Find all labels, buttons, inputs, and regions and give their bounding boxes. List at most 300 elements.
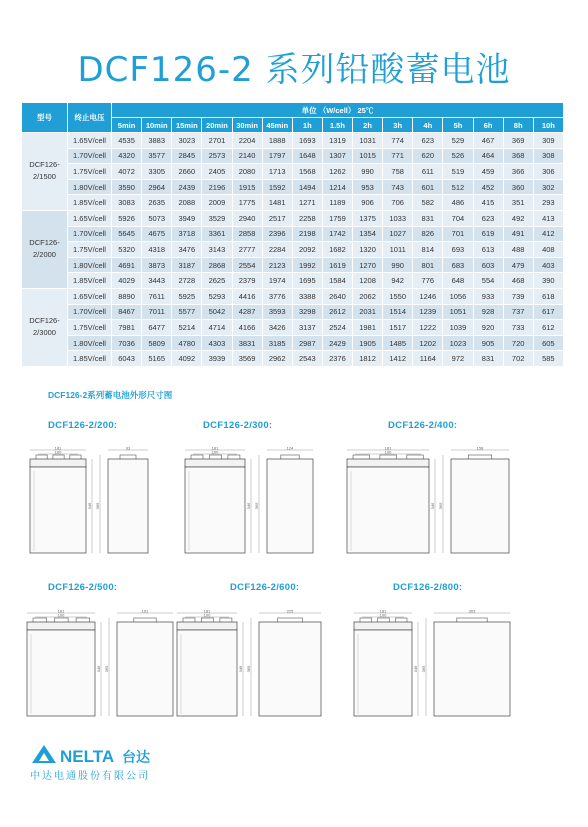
value-cell: 366 [503, 164, 533, 180]
dimension-label: 181 [211, 447, 219, 451]
value-cell: 2196 [202, 179, 232, 195]
voltage-cell: 1.70V/cell [68, 226, 112, 242]
dimension-label: 303 [468, 610, 476, 614]
value-cell: 3388 [292, 288, 322, 304]
value-cell: 3185 [262, 335, 292, 351]
value-cell: 5320 [112, 242, 142, 258]
value-cell: 3590 [112, 179, 142, 195]
value-cell: 920 [473, 320, 503, 336]
time-column-header: 45min [262, 118, 292, 133]
value-cell: 2625 [202, 273, 232, 289]
dimension-label: 181 [379, 610, 387, 614]
dimension-label: 346 [87, 502, 92, 510]
table-row [22, 148, 564, 164]
value-cell: 2140 [232, 148, 262, 164]
value-cell: 702 [503, 351, 533, 367]
value-cell: 3361 [202, 226, 232, 242]
value-cell: 529 [443, 133, 473, 149]
value-cell: 293 [533, 195, 563, 211]
value-cell: 360 [503, 179, 533, 195]
voltage-cell: 1.65V/cell [68, 210, 112, 226]
value-cell: 814 [413, 242, 443, 258]
value-cell: 351 [503, 195, 533, 211]
value-cell: 1271 [292, 195, 322, 211]
value-cell: 826 [413, 226, 443, 242]
dimension-label: 365 [246, 665, 251, 673]
value-cell: 933 [473, 288, 503, 304]
value-cell: 601 [413, 179, 443, 195]
value-cell: 3593 [262, 304, 292, 320]
value-cell: 1023 [443, 335, 473, 351]
table-row [22, 257, 564, 273]
value-cell: 1262 [322, 164, 352, 180]
value-cell: 5577 [172, 304, 202, 320]
value-cell: 683 [443, 257, 473, 273]
dimension-label: 124 [286, 447, 294, 451]
voltage-cell: 1.65V/cell [68, 288, 112, 304]
value-cell: 7036 [112, 335, 142, 351]
value-cell: 623 [473, 210, 503, 226]
value-cell: 1412 [383, 351, 413, 367]
table-row [22, 164, 564, 180]
value-cell: 774 [383, 133, 413, 149]
value-cell: 1568 [292, 164, 322, 180]
value-cell: 4780 [172, 335, 202, 351]
dimension-label: 346 [413, 665, 418, 673]
value-cell: 942 [383, 273, 413, 289]
value-cell: 2964 [142, 179, 172, 195]
time-column-header: 5h [443, 118, 473, 133]
time-column-header: 15min [172, 118, 202, 133]
value-cell: 5042 [202, 304, 232, 320]
value-cell: 369 [503, 133, 533, 149]
value-cell: 2612 [322, 304, 352, 320]
value-cell: 2439 [172, 179, 202, 195]
value-cell: 4303 [202, 335, 232, 351]
value-cell: 3577 [142, 148, 172, 164]
value-cell: 618 [533, 288, 563, 304]
value-cell: 2660 [172, 164, 202, 180]
value-cell: 611 [413, 164, 443, 180]
dimension-label: 93 [125, 447, 131, 451]
value-cell: 512 [443, 179, 473, 195]
value-cell: 831 [413, 210, 443, 226]
value-cell: 2258 [292, 210, 322, 226]
value-cell: 2987 [292, 335, 322, 351]
value-cell: 648 [443, 273, 473, 289]
battery-dimension-drawing [25, 610, 189, 724]
value-cell: 1354 [353, 226, 383, 242]
table-row [22, 351, 564, 367]
value-cell: 605 [533, 335, 563, 351]
value-cell: 3529 [202, 210, 232, 226]
value-cell: 309 [533, 133, 563, 149]
value-cell: 412 [533, 226, 563, 242]
dimension-label: 346 [96, 665, 101, 673]
value-cell: 1584 [322, 273, 352, 289]
value-cell: 5809 [142, 335, 172, 351]
value-cell: 492 [503, 210, 533, 226]
value-cell: 1693 [292, 133, 322, 149]
time-column-header: 8h [503, 118, 533, 133]
voltage-cell: 1.70V/cell [68, 304, 112, 320]
table-row [22, 242, 564, 258]
value-cell: 990 [383, 257, 413, 273]
value-cell: 1713 [262, 164, 292, 180]
table-row [22, 304, 564, 320]
value-cell: 613 [473, 242, 503, 258]
value-cell: 1915 [232, 179, 262, 195]
value-cell: 1695 [292, 273, 322, 289]
value-cell: 4072 [112, 164, 142, 180]
battery-dimension-drawing [345, 447, 525, 561]
value-cell: 603 [473, 257, 503, 273]
svg-text:台达: 台达 [122, 750, 150, 766]
value-cell: 1031 [353, 133, 383, 149]
time-column-header: 2h [353, 118, 383, 133]
value-cell: 2554 [232, 257, 262, 273]
value-cell: 743 [383, 179, 413, 195]
voltage-cell: 1.65V/cell [68, 133, 112, 149]
value-cell: 2080 [232, 164, 262, 180]
time-column-header: 10h [533, 118, 563, 133]
value-cell: 2524 [322, 320, 352, 336]
value-cell: 3426 [262, 320, 292, 336]
value-cell: 4287 [232, 304, 262, 320]
voltage-cell: 1.80V/cell [68, 179, 112, 195]
value-cell: 3831 [232, 335, 262, 351]
value-cell: 3187 [172, 257, 202, 273]
value-cell: 1494 [292, 179, 322, 195]
value-cell: 1905 [353, 335, 383, 351]
dimension-label: 346 [246, 502, 251, 510]
time-column-header: 5min [112, 118, 142, 133]
value-cell: 7981 [112, 320, 142, 336]
drawing-label: DCF126-2/400: [388, 420, 458, 431]
value-cell: 1222 [413, 320, 443, 336]
value-cell: 701 [443, 226, 473, 242]
dimension-label: 181 [203, 610, 211, 614]
company-name: 中达电通股份有限公司 [30, 771, 150, 782]
value-cell: 1015 [353, 148, 383, 164]
value-cell: 693 [443, 242, 473, 258]
value-cell: 831 [473, 351, 503, 367]
value-cell: 390 [533, 273, 563, 289]
value-cell: 1592 [262, 179, 292, 195]
value-cell: 1514 [383, 304, 413, 320]
value-cell: 2429 [322, 335, 352, 351]
value-cell: 1239 [413, 304, 443, 320]
value-cell: 2009 [202, 195, 232, 211]
voltage-cell: 1.75V/cell [68, 164, 112, 180]
time-column-header: 20min [202, 118, 232, 133]
value-cell: 619 [473, 226, 503, 242]
value-cell: 452 [473, 179, 503, 195]
value-cell: 776 [413, 273, 443, 289]
value-cell: 1307 [322, 148, 352, 164]
voltage-cell: 1.75V/cell [68, 242, 112, 258]
value-cell: 1481 [262, 195, 292, 211]
value-cell: 2092 [292, 242, 322, 258]
value-cell: 464 [473, 148, 503, 164]
value-cell: 739 [503, 288, 533, 304]
value-cell: 2376 [322, 351, 352, 367]
voltage-cell: 1.70V/cell [68, 148, 112, 164]
value-cell: 706 [383, 195, 413, 211]
value-cell: 5165 [142, 351, 172, 367]
drawing-label: DCF126-2/500: [48, 582, 118, 593]
discharge-table [21, 102, 564, 367]
value-cell: 720 [503, 335, 533, 351]
value-cell: 8467 [112, 304, 142, 320]
value-cell: 3137 [292, 320, 322, 336]
voltage-cell: 1.85V/cell [68, 351, 112, 367]
time-column-header: 10min [142, 118, 172, 133]
value-cell: 1039 [443, 320, 473, 336]
value-cell: 486 [443, 195, 473, 211]
value-cell: 953 [353, 179, 383, 195]
dimension-label: 346 [238, 665, 243, 673]
dimension-label: 181 [57, 610, 65, 614]
value-cell: 3143 [202, 242, 232, 258]
value-cell: 612 [533, 320, 563, 336]
value-cell: 4416 [232, 288, 262, 304]
value-cell: 771 [383, 148, 413, 164]
value-cell: 1742 [322, 226, 352, 242]
value-cell: 4675 [142, 226, 172, 242]
value-cell: 801 [413, 257, 443, 273]
value-cell: 1812 [353, 351, 383, 367]
value-cell: 905 [473, 335, 503, 351]
page-title: DCF126-2 系列铅酸蓄电池 [77, 50, 511, 90]
table-row [22, 133, 564, 149]
value-cell: 5645 [112, 226, 142, 242]
value-cell: 4691 [112, 257, 142, 273]
drawing-label: DCF126-2/600: [230, 582, 300, 593]
dimension-label: 100 [384, 449, 392, 455]
dimension-label: 100 [57, 612, 65, 618]
value-cell: 1517 [383, 320, 413, 336]
value-cell: 468 [503, 273, 533, 289]
value-cell: 3023 [172, 133, 202, 149]
value-cell: 2379 [232, 273, 262, 289]
value-cell: 2940 [232, 210, 262, 226]
dimension-label: 181 [384, 447, 392, 451]
value-cell: 488 [503, 242, 533, 258]
value-cell: 491 [503, 226, 533, 242]
dimension-label: 365 [254, 502, 259, 510]
value-cell: 2088 [172, 195, 202, 211]
value-cell: 1648 [292, 148, 322, 164]
value-cell: 2635 [142, 195, 172, 211]
dimension-label: 100 [211, 449, 219, 455]
value-cell: 2845 [172, 148, 202, 164]
value-cell: 1319 [322, 133, 352, 149]
value-cell: 906 [353, 195, 383, 211]
battery-dimension-drawing [28, 447, 164, 561]
dimension-label: 225 [286, 610, 294, 614]
value-cell: 1202 [413, 335, 443, 351]
value-cell: 617 [533, 304, 563, 320]
value-cell: 3718 [172, 226, 202, 242]
header-model: 型号 [22, 103, 68, 133]
value-cell: 2543 [292, 351, 322, 367]
dimension-label: 100 [54, 449, 62, 455]
value-cell: 415 [473, 195, 503, 211]
dimension-label: 346 [430, 502, 435, 510]
value-cell: 403 [533, 257, 563, 273]
model-cell: DCF126-2/3000 [22, 288, 68, 366]
value-cell: 1320 [353, 242, 383, 258]
value-cell: 8890 [112, 288, 142, 304]
value-cell: 3776 [262, 288, 292, 304]
value-cell: 3939 [202, 351, 232, 367]
value-cell: 4092 [172, 351, 202, 367]
value-cell: 519 [443, 164, 473, 180]
dimension-label: 100 [379, 612, 387, 618]
battery-dimension-drawing [175, 610, 337, 724]
value-cell: 2573 [202, 148, 232, 164]
value-cell: 1974 [262, 273, 292, 289]
value-cell: 3873 [142, 257, 172, 273]
value-cell: 2640 [322, 288, 352, 304]
value-cell: 7011 [142, 304, 172, 320]
value-cell: 2198 [292, 226, 322, 242]
value-cell: 3883 [142, 133, 172, 149]
time-column-header: 1h [292, 118, 322, 133]
time-column-header: 6h [473, 118, 503, 133]
value-cell: 4318 [142, 242, 172, 258]
value-cell: 554 [473, 273, 503, 289]
table-row [22, 195, 564, 211]
value-cell: 1033 [383, 210, 413, 226]
drawing-label: DCF126-2/800: [393, 582, 463, 593]
value-cell: 2962 [262, 351, 292, 367]
value-cell: 758 [383, 164, 413, 180]
dimension-label: 365 [95, 502, 100, 510]
value-cell: 3569 [232, 351, 262, 367]
value-cell: 408 [533, 242, 563, 258]
value-cell: 2777 [232, 242, 262, 258]
value-cell: 6477 [142, 320, 172, 336]
table-row [22, 210, 564, 226]
value-cell: 306 [533, 164, 563, 180]
drawings-title: DCF126-2系列蓄电池外形尺寸图 [48, 390, 173, 400]
value-cell: 413 [533, 210, 563, 226]
value-cell: 1981 [353, 320, 383, 336]
value-cell: 368 [503, 148, 533, 164]
value-cell: 4535 [112, 133, 142, 149]
value-cell: 733 [503, 320, 533, 336]
value-cell: 467 [473, 133, 503, 149]
value-cell: 4166 [232, 320, 262, 336]
value-cell: 3083 [112, 195, 142, 211]
value-cell: 1775 [232, 195, 262, 211]
value-cell: 302 [533, 179, 563, 195]
value-cell: 1682 [322, 242, 352, 258]
dimension-label: 158 [476, 447, 484, 451]
value-cell: 1208 [353, 273, 383, 289]
voltage-cell: 1.85V/cell [68, 273, 112, 289]
value-cell: 1246 [413, 288, 443, 304]
value-cell: 585 [533, 351, 563, 367]
value-cell: 623 [413, 133, 443, 149]
value-cell: 3298 [292, 304, 322, 320]
dimension-label: 365 [104, 665, 109, 673]
battery-dimension-drawing [183, 447, 329, 561]
value-cell: 2868 [202, 257, 232, 273]
time-column-header: 30min [232, 118, 262, 133]
value-cell: 704 [443, 210, 473, 226]
header-voltage: 终止电压 [68, 103, 112, 133]
value-cell: 308 [533, 148, 563, 164]
value-cell: 1550 [383, 288, 413, 304]
value-cell: 2517 [262, 210, 292, 226]
table-row [22, 320, 564, 336]
voltage-cell: 1.80V/cell [68, 257, 112, 273]
value-cell: 5293 [202, 288, 232, 304]
value-cell: 5214 [172, 320, 202, 336]
value-cell: 3949 [172, 210, 202, 226]
drawing-label: DCF126-2/200: [48, 420, 118, 431]
value-cell: 2123 [262, 257, 292, 273]
value-cell: 1027 [383, 226, 413, 242]
voltage-cell: 1.85V/cell [68, 195, 112, 211]
value-cell: 582 [413, 195, 443, 211]
time-column-header: 4h [413, 118, 443, 133]
value-cell: 5926 [112, 210, 142, 226]
value-cell: 3443 [142, 273, 172, 289]
voltage-cell: 1.80V/cell [68, 335, 112, 351]
time-column-header: 1.5h [322, 118, 352, 133]
value-cell: 1056 [443, 288, 473, 304]
value-cell: 2858 [232, 226, 262, 242]
value-cell: 1189 [322, 195, 352, 211]
value-cell: 5073 [142, 210, 172, 226]
value-cell: 737 [503, 304, 533, 320]
table-row [22, 288, 564, 304]
value-cell: 1759 [322, 210, 352, 226]
value-cell: 4714 [202, 320, 232, 336]
value-cell: 3476 [172, 242, 202, 258]
value-cell: 479 [503, 257, 533, 273]
value-cell: 2728 [172, 273, 202, 289]
dimension-label: 365 [438, 502, 443, 510]
table-row [22, 179, 564, 195]
time-column-header: 3h [383, 118, 413, 133]
value-cell: 1164 [413, 351, 443, 367]
value-cell: 1375 [353, 210, 383, 226]
value-cell: 3305 [142, 164, 172, 180]
value-cell: 1011 [383, 242, 413, 258]
header-unit: 单位 （W/cell） 25℃ [112, 103, 564, 118]
model-cell: DCF126-2/1500 [22, 133, 68, 211]
value-cell: 4029 [112, 273, 142, 289]
value-cell: 2031 [353, 304, 383, 320]
svg-text:NELTA: NELTA [60, 747, 115, 766]
value-cell: 1485 [383, 335, 413, 351]
value-cell: 526 [443, 148, 473, 164]
value-cell: 1888 [262, 133, 292, 149]
model-cell: DCF126-2/2000 [22, 210, 68, 288]
dimension-label: 181 [54, 447, 62, 451]
value-cell: 1051 [443, 304, 473, 320]
value-cell: 1619 [322, 257, 352, 273]
value-cell: 459 [473, 164, 503, 180]
value-cell: 2405 [202, 164, 232, 180]
value-cell: 2396 [262, 226, 292, 242]
drawing-label: DCF126-2/300: [203, 420, 273, 431]
